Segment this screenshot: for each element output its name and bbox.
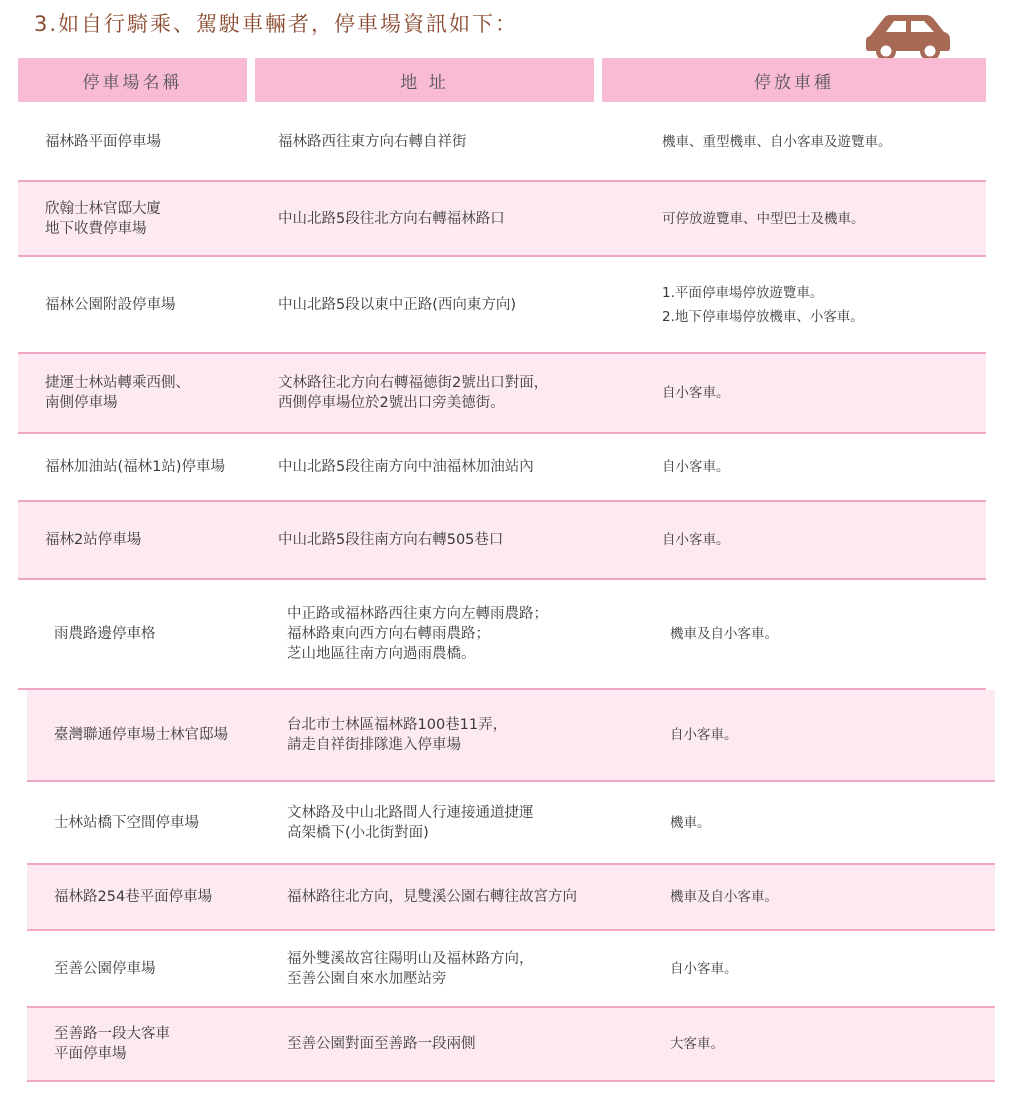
vehicle-type-cell bbox=[662, 257, 864, 352]
cell-text-line: 機車及自小客車。 bbox=[670, 626, 778, 642]
cell-text-line: 至善公園對面至善路一段兩側 bbox=[287, 1036, 476, 1052]
address-cell bbox=[287, 580, 548, 688]
address-cell bbox=[287, 782, 534, 863]
parking-name-cell bbox=[54, 865, 212, 929]
vehicle-type-cell bbox=[670, 931, 738, 1006]
cell-text-line: 自小客車。 bbox=[662, 385, 730, 401]
cell-text-line: 中山北路5段往北方向右轉福林路口 bbox=[278, 210, 505, 227]
table-row bbox=[27, 865, 995, 931]
car-icon bbox=[864, 10, 952, 64]
address-cell bbox=[287, 690, 507, 780]
parking-name-cell bbox=[45, 104, 161, 180]
vehicle-type-cell bbox=[670, 782, 711, 863]
cell-text-line: 2.地下停車場停放機車、小客車。 bbox=[662, 308, 864, 325]
vehicle-type-cell bbox=[670, 1008, 724, 1080]
parking-name-cell bbox=[54, 782, 199, 863]
cell-text-line: 福林公園附設停車場 bbox=[45, 296, 176, 313]
page-title: 3.如自行騎乘、駕駛車輛者，停車場資訊如下： bbox=[34, 12, 519, 36]
cell-text-line: 自小客車。 bbox=[662, 532, 730, 548]
cell-text-line: 可停放遊覽車、中型巴士及機車。 bbox=[662, 210, 865, 227]
cell-text-line: 中正路或福林路西往東方向左轉雨農路； bbox=[287, 606, 548, 622]
address-cell bbox=[287, 865, 577, 929]
vehicle-type-cell bbox=[662, 434, 730, 500]
table-row bbox=[27, 1008, 995, 1082]
table-row bbox=[18, 104, 986, 182]
cell-text-line: 平面停車場 bbox=[54, 1046, 127, 1062]
vehicle-type-cell bbox=[662, 104, 892, 180]
cell-text-line: 至善路一段大客車 bbox=[54, 1026, 170, 1042]
table-row bbox=[27, 782, 995, 865]
header-address: 地 址 bbox=[255, 58, 594, 102]
cell-text-line: 地下收費停車場 bbox=[45, 220, 147, 237]
address-cell bbox=[278, 434, 534, 500]
parking-name-cell bbox=[54, 1008, 170, 1080]
address-cell bbox=[278, 104, 467, 180]
cell-text-line: 福林2站停車場 bbox=[45, 532, 142, 548]
header-vehicle-type: 停放車種 bbox=[602, 58, 986, 102]
cell-text-line: 至善公園停車場 bbox=[54, 960, 156, 977]
cell-text-line: 自小客車。 bbox=[670, 727, 738, 743]
cell-text-line: 欣翰士林官邸大廈 bbox=[45, 200, 161, 217]
cell-text-line: 高架橋下(小北街對面) bbox=[287, 824, 429, 841]
parking-name-cell bbox=[45, 182, 161, 255]
address-cell bbox=[278, 257, 516, 352]
parking-name-cell bbox=[45, 257, 176, 352]
parking-name-cell bbox=[45, 502, 141, 578]
cell-text-line: 台北市士林區福林路100巷11弄， bbox=[287, 717, 508, 733]
vehicle-type-cell bbox=[670, 580, 778, 688]
cell-text-line: 捷運士林站轉乘西側、 bbox=[45, 375, 190, 391]
table-row bbox=[27, 931, 995, 1008]
cell-text-line: 大客車。 bbox=[670, 1036, 724, 1052]
table-row bbox=[18, 182, 986, 257]
table-row bbox=[27, 690, 995, 782]
header-name: 停車場名稱 bbox=[18, 58, 247, 102]
cell-text-line: 臺灣聯通停車場士林官邸場 bbox=[54, 727, 228, 743]
table-row bbox=[18, 502, 986, 580]
address-cell bbox=[287, 931, 534, 1006]
parking-name-cell bbox=[54, 690, 228, 780]
parking-name-cell bbox=[45, 354, 190, 432]
cell-text-line: 福林路東向西方向右轉雨農路； bbox=[287, 626, 490, 642]
address-cell bbox=[278, 354, 548, 432]
cell-text-line: 士林站橋下空間停車場 bbox=[54, 814, 199, 831]
table-row bbox=[18, 434, 986, 502]
parking-name-cell bbox=[54, 931, 156, 1006]
parking-name-cell bbox=[54, 580, 156, 688]
cell-text-line: 西側停車場位於2號出口旁美德街。 bbox=[278, 395, 505, 411]
vehicle-type-cell bbox=[662, 182, 865, 255]
cell-text-line: 福林路西往東方向右轉自祥街 bbox=[278, 134, 467, 150]
cell-text-line: 機車、重型機車、自小客車及遊覽車。 bbox=[662, 134, 892, 150]
cell-text-line: 福林加油站(福林1站)停車場 bbox=[45, 459, 226, 475]
vehicle-type-cell bbox=[662, 502, 730, 578]
cell-text-line: 請走自祥街排隊進入停車場 bbox=[287, 737, 461, 753]
vehicle-type-cell bbox=[670, 865, 778, 929]
address-cell bbox=[278, 182, 505, 255]
address-cell bbox=[278, 502, 503, 578]
cell-text-line: 1.平面停車場停放遊覽車。 bbox=[662, 284, 824, 301]
cell-text-line: 中山北路5段往南方向中油福林加油站內 bbox=[278, 459, 534, 475]
cell-text-line: 自小客車。 bbox=[670, 960, 738, 977]
cell-text-line: 南側停車場 bbox=[45, 395, 118, 411]
cell-text-line: 文林路及中山北路間人行連接通道捷運 bbox=[287, 804, 534, 821]
cell-text-line: 機車。 bbox=[670, 814, 711, 831]
cell-text-line: 機車及自小客車。 bbox=[670, 889, 778, 905]
address-cell bbox=[287, 1008, 476, 1080]
cell-text-line: 雨農路邊停車格 bbox=[54, 626, 156, 642]
cell-text-line: 中山北路5段以東中正路(西向東方向) bbox=[278, 296, 517, 313]
cell-text-line: 至善公園自來水加壓站旁 bbox=[287, 970, 447, 987]
table-row bbox=[18, 580, 986, 690]
cell-text-line: 自小客車。 bbox=[662, 459, 730, 475]
table-row bbox=[18, 354, 986, 434]
cell-text-line: 福林路254巷平面停車場 bbox=[54, 889, 213, 905]
cell-text-line: 中山北路5段往南方向右轉505巷口 bbox=[278, 532, 504, 548]
cell-text-line: 福外雙溪故宮往陽明山及福林路方向， bbox=[287, 950, 534, 967]
cell-text-line: 芝山地區往南方向過雨農橋。 bbox=[287, 646, 476, 662]
cell-text-line: 福林路往北方向，見雙溪公園右轉往故宮方向 bbox=[287, 889, 577, 905]
vehicle-type-cell bbox=[670, 690, 738, 780]
parking-name-cell bbox=[45, 434, 225, 500]
vehicle-type-cell bbox=[662, 354, 730, 432]
cell-text-line: 福林路平面停車場 bbox=[45, 134, 161, 150]
table-row bbox=[18, 257, 986, 354]
cell-text-line: 文林路往北方向右轉福德街2號出口對面， bbox=[278, 375, 549, 391]
